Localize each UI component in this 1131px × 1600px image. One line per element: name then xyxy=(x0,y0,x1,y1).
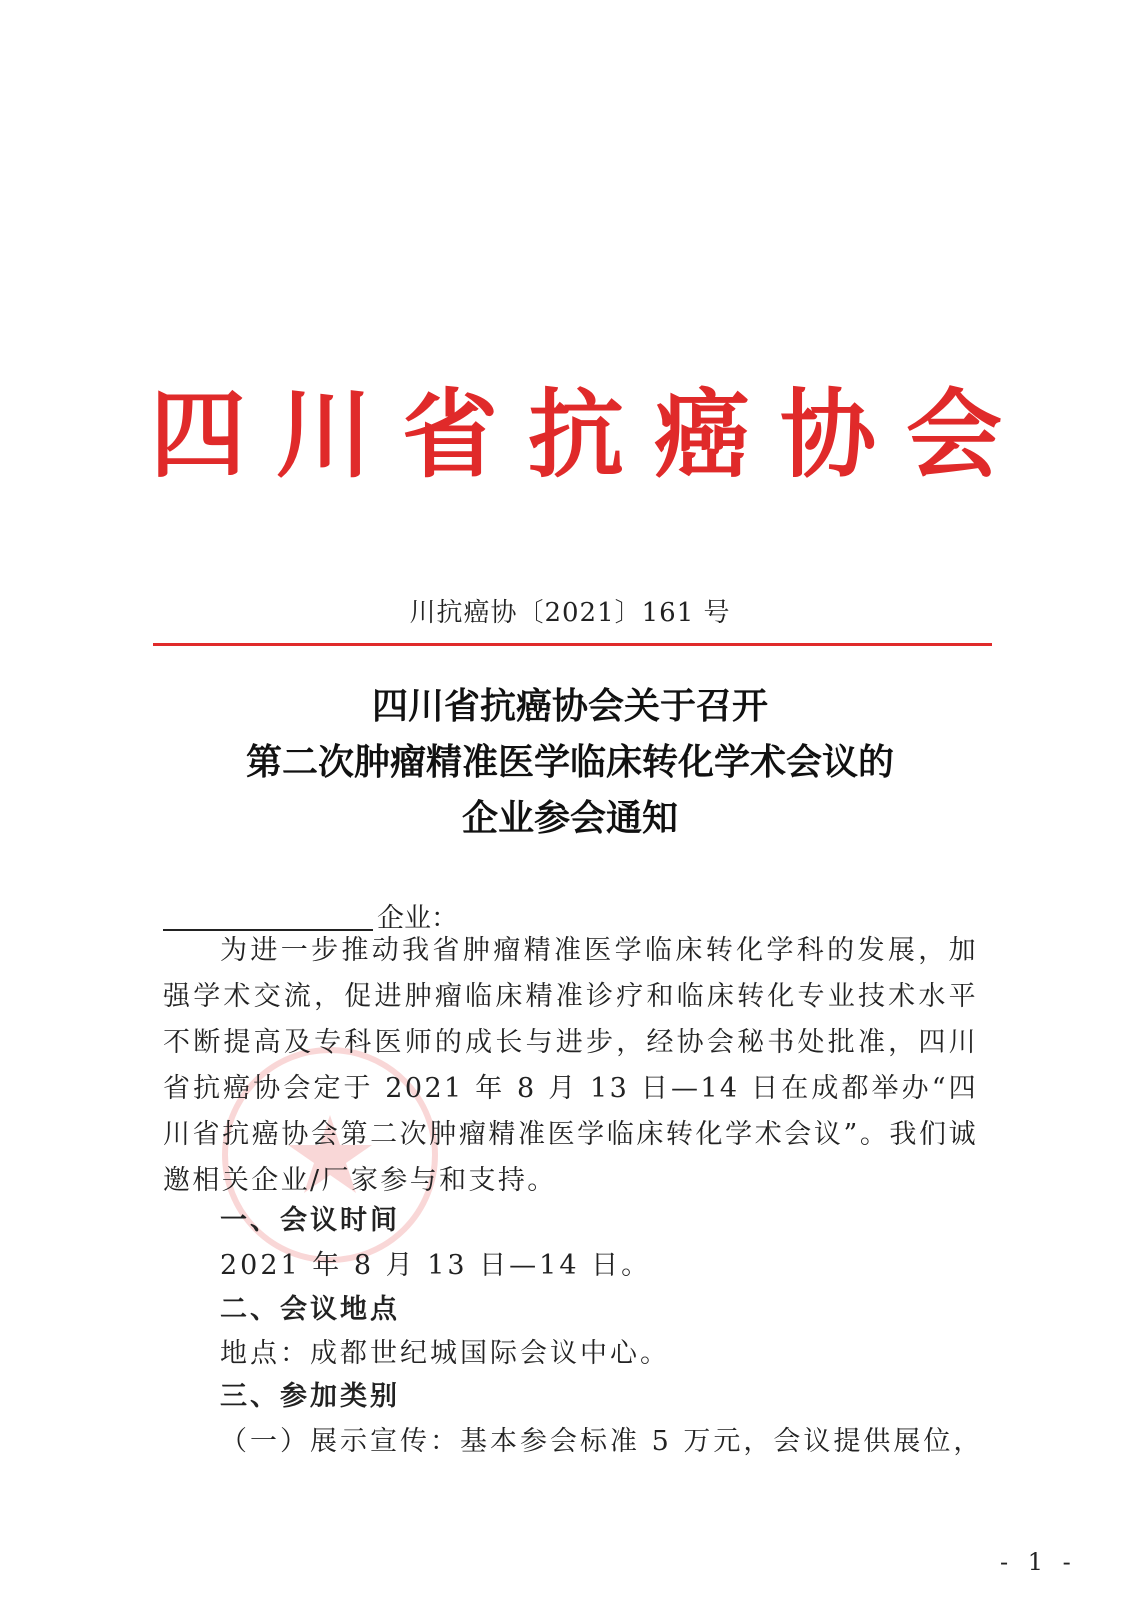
red-divider xyxy=(153,643,992,646)
organization-title: 四川省抗癌协会 xyxy=(150,379,1032,491)
document-number: 川抗癌协〔2021〕161 号 xyxy=(409,598,731,628)
intro-text: 为进一步推动我省肿瘤精准医学临床转化学科的发展，加强学术交流，促进肿瘤临床精准诊疗和临床转化专业技术水平不断提高及专科医师的成长与进步，经协会秘书处批准，四川省抗癌协会定于 2021 年 8 月 13 日—14 日在成都举办“四川省抗癌协会第二次肿瘤精准医学临床转化学术会议”。我们诚邀相关企业/厂家参与和支持。 xyxy=(163,935,978,1196)
section-text-category: （一）展示宣传：基本参会标准 5 万元，会议提供展位， xyxy=(220,1426,984,1457)
section-heading-time: 一、会议时间 xyxy=(220,1205,400,1236)
document-title xyxy=(150,678,990,846)
section-heading-location: 二、会议地点 xyxy=(220,1294,400,1325)
section-text-time: 2021 年 8 月 13 日—14 日。 xyxy=(220,1250,652,1281)
blank-fill-line xyxy=(163,903,373,931)
salutation-text: 企业： xyxy=(377,903,458,934)
page-number: - 1 - xyxy=(1000,1548,1077,1576)
section-heading-category: 三、参加类别 xyxy=(220,1381,400,1412)
section-text-location: 地点：成都世纪城国际会议中心。 xyxy=(220,1338,670,1369)
intro-paragraph xyxy=(163,928,978,1204)
title-line-2: 第二次肿瘤精准医学临床转化学术会议的 xyxy=(245,741,894,783)
title-line-3: 企业参会通知 xyxy=(461,797,678,839)
title-line-1: 四川省抗癌协会关于召开 xyxy=(371,685,768,727)
